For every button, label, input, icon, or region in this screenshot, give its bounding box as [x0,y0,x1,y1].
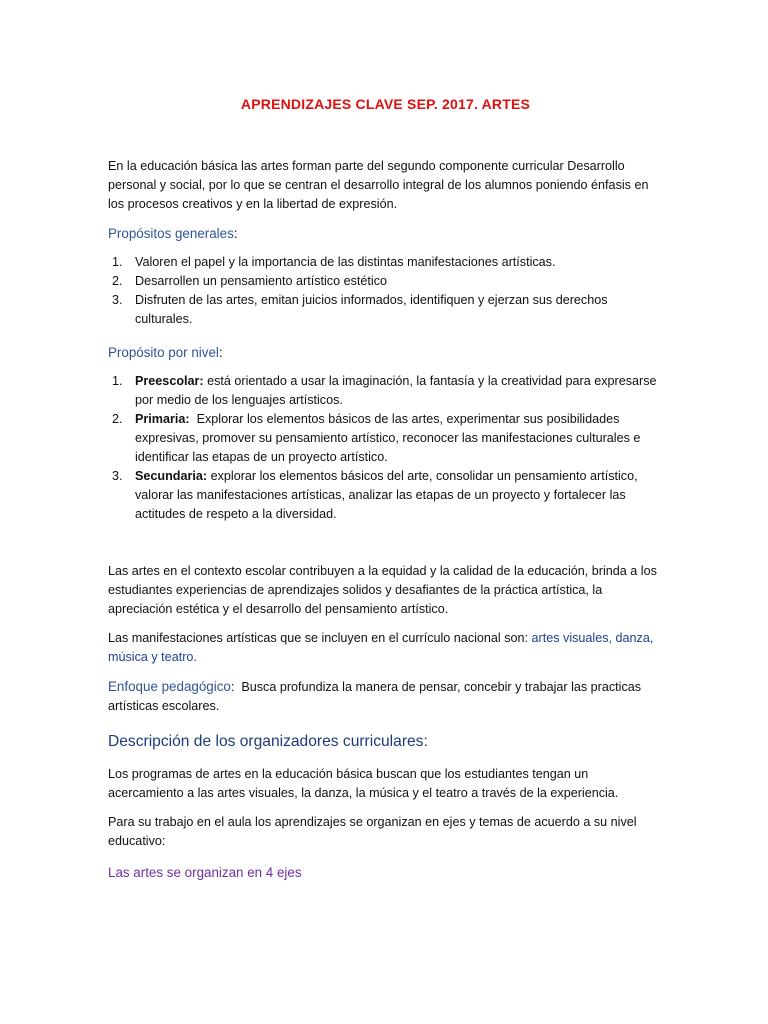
organizadores-heading: Descripción de los organizadores curriculares: [108,733,428,750]
manifestaciones-text: Las manifestaciones artísticas que se incluyen en el currículo nacional son: [108,631,532,645]
list-item [108,272,663,291]
propositos-generales-list [108,253,663,329]
proposito-nivel-list [108,372,663,524]
propositos-generales-colon: : [233,226,238,241]
aula-paragraph: Para su trabajo en el aula los aprendizajes se organizan en ejes y temas de acuerdo a su nivel educativo: [108,815,637,848]
list-number: 1. [112,374,123,388]
list-item [108,372,663,410]
list-number: 2. [112,274,123,288]
nivel-label-secundaria: Secundaria: [135,469,208,483]
propositos-generales-label: Propósitos generales [108,226,234,241]
proposito-nivel-heading [108,343,663,362]
list-number: 1. [112,255,123,269]
list-item-text: Disfruten de las artes, emitan juicios informados, identifiquen y ejerzan sus derechos culturales. [135,293,608,326]
list-item-text: Explorar los elementos básicos de las artes, experimentar sus posibilidades expresivas, promover su pensamiento artístico, reconocer las manifestaciones culturales e identificar las etapas de un proyecto artístico. [135,412,644,464]
propositos-generales-heading [108,224,663,243]
list-item-text: explorar los elementos básicos del arte, consolidar un pensamiento artístico, valorar las manifestaciones artísticas, analizar las etapas de un proyecto y fortalecer las actitudes de respeto a la diversidad. [135,469,638,521]
programas-paragraph: Los programas de artes en la educación básica buscan que los estudiantes tengan un acercamiento a las artes visuales, la danza, la música y el teatro a través de la experiencia. [108,767,619,800]
manifestaciones-paragraph [108,629,663,667]
nivel-label-primaria: Primaria: [135,412,190,426]
list-number: 3. [112,293,123,307]
enfoque-text: Busca profundiza la manera de pensar, concebir y trabajar las practicas artísticas escolares. [108,680,645,713]
list-item [108,410,663,467]
list-item [108,291,663,329]
document-title: APRENDIZAJES CLAVE SEP. 2017. ARTES [240,96,531,112]
list-item-text: Desarrollen un pensamiento artístico estético [135,274,388,288]
nivel-label-preescolar: Preescolar: [135,374,204,388]
list-item-text: Valoren el papel y la importancia de las distintas manifestaciones artísticas. [135,255,556,269]
document-page [108,95,663,882]
intro-paragraph: En la educación básica las artes forman parte del segundo componente curricular Desarrollo personal y social, por lo que se centran el desarrollo integral de los alumnos poniendo énfasis en los procesos creativos y en la libertad de expresión. [108,159,649,211]
manifestaciones-highlight: artes visuales, danza, música y teatro. [108,631,654,664]
list-number: 3. [112,469,123,483]
list-item [108,253,663,272]
proposito-nivel-colon: : [218,345,223,360]
contexto-paragraph: Las artes en el contexto escolar contribuyen a la equidad y la calidad de la educación, brinda a los estudiantes experiencias de aprendizajes solidos y desafiantes de la práctica artística, la apreciación estética y el desarrollo del pensamiento artístico. [108,564,657,616]
ejes-heading: Las artes se organizan en 4 ejes [108,865,302,880]
list-item [108,467,663,524]
enfoque-paragraph [108,677,663,716]
enfoque-colon: : [230,680,235,694]
proposito-nivel-label: Propósito por nivel [108,345,219,360]
list-item-text: está orientado a usar la imaginación, la fantasía y la creatividad para expresarse por medio de los lenguajes artísticos. [135,374,657,407]
list-number: 2. [112,412,123,426]
enfoque-label: Enfoque pedagógico [108,679,231,694]
